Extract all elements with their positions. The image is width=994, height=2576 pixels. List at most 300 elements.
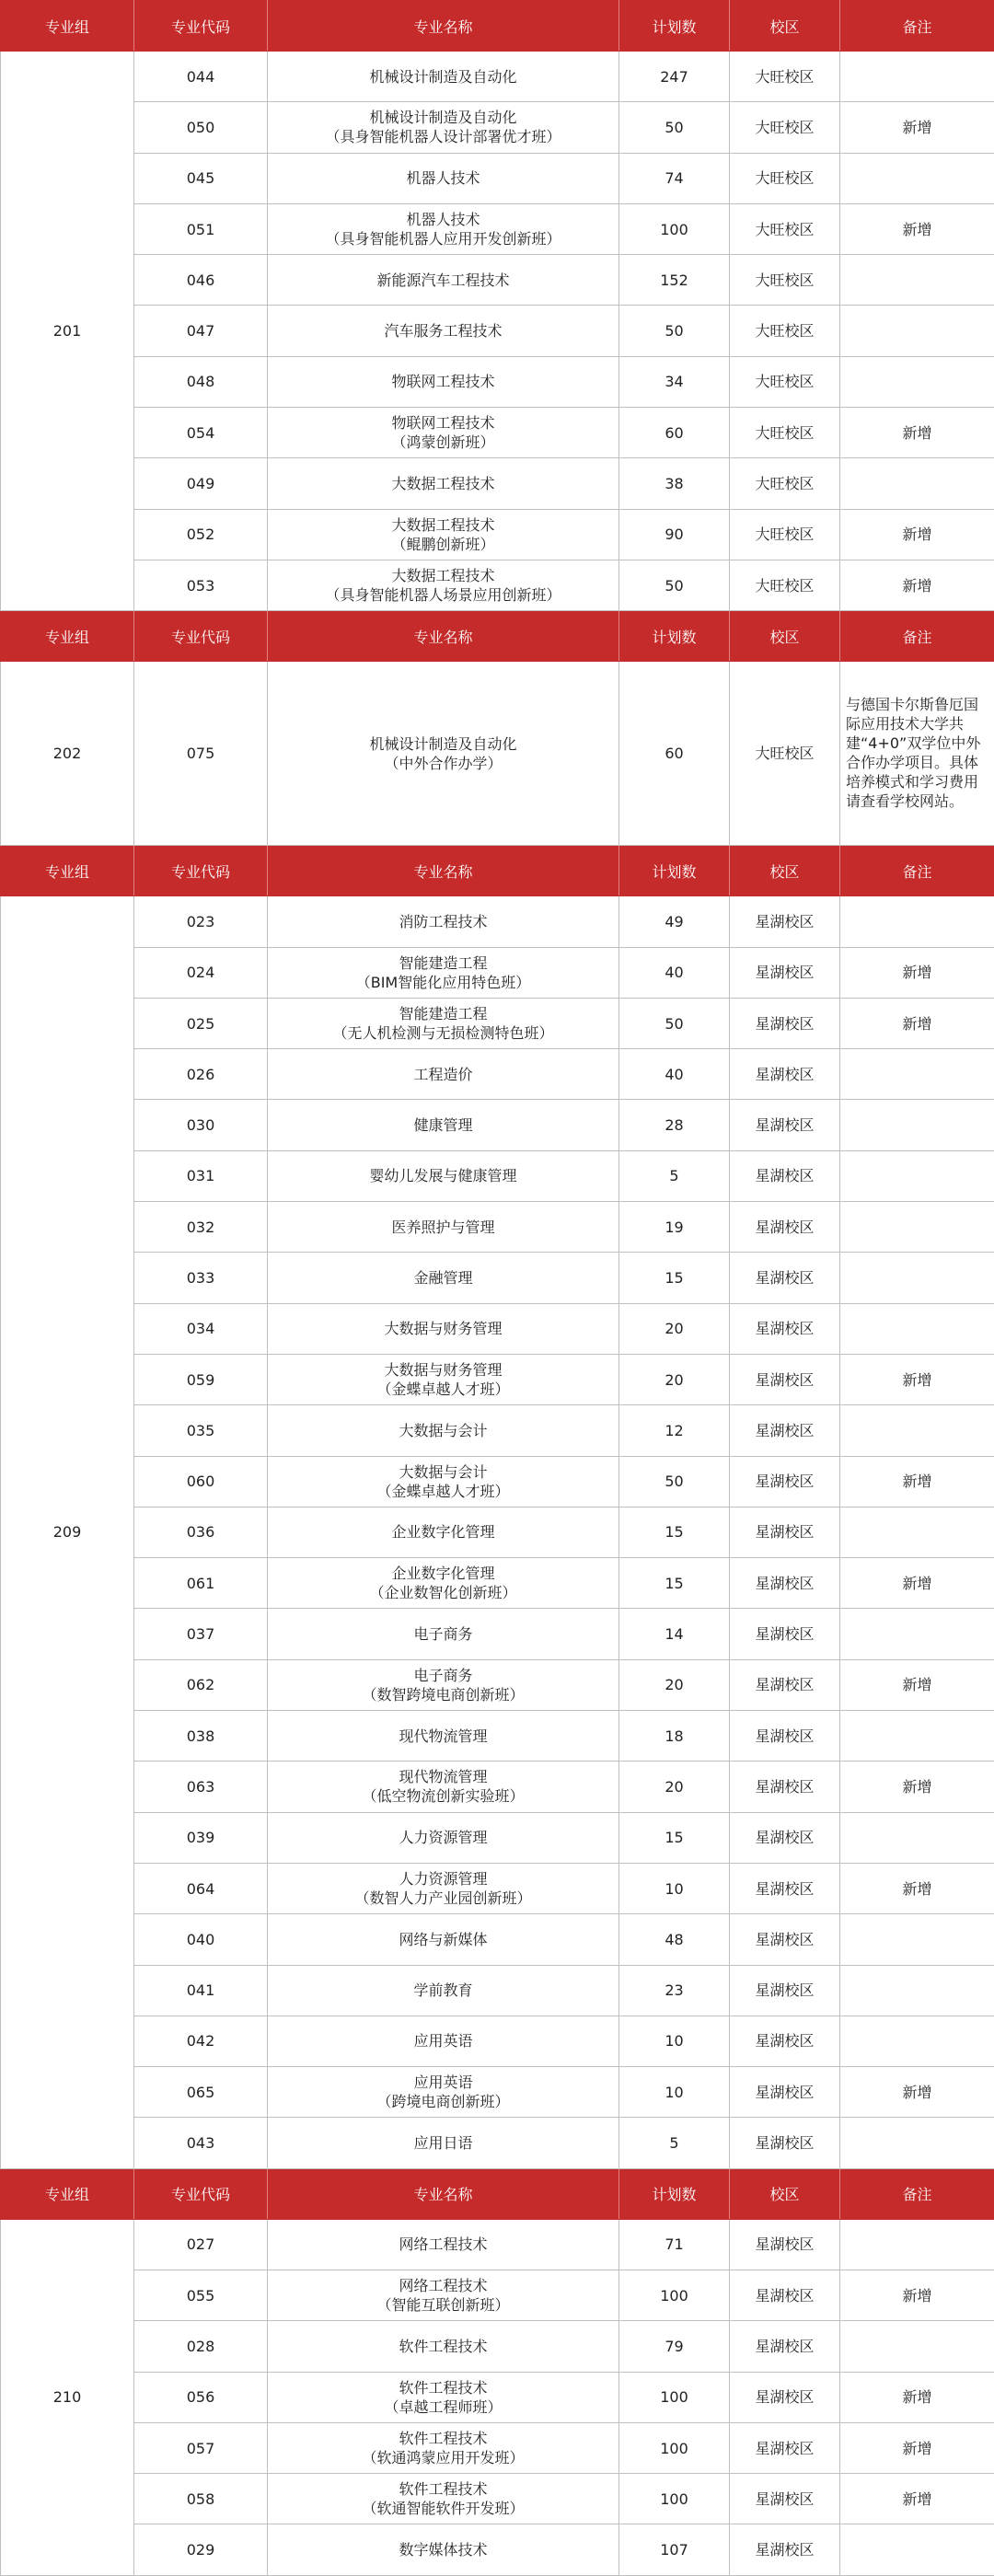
table-row	[1, 458, 994, 509]
group-cell: 210	[1, 2219, 134, 2575]
code-cell: 037	[134, 1609, 268, 1659]
plan-cell: 15	[619, 1253, 730, 1303]
name-header: 专业名称	[268, 1, 619, 52]
code-header: 专业代码	[134, 1, 268, 52]
major-name: 智能建造工程	[272, 953, 615, 973]
plan-cell: 100	[619, 2270, 730, 2320]
plan-cell: 5	[619, 1150, 730, 1201]
name-cell	[268, 1202, 619, 1253]
major-name: 医养照护与管理	[272, 1218, 615, 1237]
note-cell: 新增	[840, 998, 994, 1048]
plan-cell: 60	[619, 662, 730, 846]
note-cell-empty	[840, 2118, 994, 2168]
code-cell: 040	[134, 1914, 268, 1965]
table-row	[1, 1456, 994, 1507]
campus-cell: 大旺校区	[730, 509, 840, 560]
table-row	[1, 2474, 994, 2524]
plan-cell: 20	[619, 1762, 730, 1812]
note-cell: 新增	[840, 1354, 994, 1404]
code-cell: 049	[134, 458, 268, 509]
major-class-name: （卓越工程师班）	[272, 2397, 615, 2417]
note-cell-empty	[840, 1303, 994, 1354]
name-cell	[268, 2270, 619, 2320]
plan-cell: 50	[619, 998, 730, 1048]
section-header-row	[1, 2168, 994, 2219]
plan-cell: 15	[619, 1558, 730, 1609]
campus-cell: 星湖校区	[730, 2016, 840, 2066]
campus-cell: 星湖校区	[730, 1863, 840, 1913]
campus-cell: 星湖校区	[730, 2270, 840, 2320]
plan-cell: 10	[619, 2016, 730, 2066]
table-row	[1, 1049, 994, 1100]
campus-cell: 大旺校区	[730, 356, 840, 407]
table-row	[1, 1100, 994, 1150]
major-name: 消防工程技术	[272, 912, 615, 931]
note-cell-empty	[840, 2219, 994, 2270]
major-name: 软件工程技术	[272, 2479, 615, 2499]
code-cell: 043	[134, 2118, 268, 2168]
note-cell-empty	[840, 306, 994, 356]
code-cell: 045	[134, 153, 268, 203]
note-cell-empty	[840, 1100, 994, 1150]
table-row	[1, 1609, 994, 1659]
major-class-name: （软通智能软件开发班）	[272, 2499, 615, 2518]
campus-cell: 星湖校区	[730, 1965, 840, 2016]
plan-cell: 10	[619, 1863, 730, 1913]
note-cell-empty	[840, 2524, 994, 2575]
name-cell	[268, 1558, 619, 1609]
major-name: 软件工程技术	[272, 2337, 615, 2356]
table-row	[1, 1405, 994, 1456]
plan-header: 计划数	[619, 611, 730, 662]
major-class-name: （具身智能机器人应用开发创新班）	[272, 229, 615, 248]
note-cell: 新增	[840, 509, 994, 560]
table-row	[1, 560, 994, 610]
code-cell: 051	[134, 203, 268, 254]
plan-cell: 10	[619, 2067, 730, 2118]
major-name: 人力资源管理	[272, 1828, 615, 1847]
major-name: 人力资源管理	[272, 1869, 615, 1889]
table-row	[1, 509, 994, 560]
name-header: 专业名称	[268, 846, 619, 896]
major-name: 电子商务	[272, 1666, 615, 1685]
table-row	[1, 1965, 994, 2016]
name-cell	[268, 662, 619, 846]
major-name: 大数据工程技术	[272, 515, 615, 535]
plan-cell: 50	[619, 1456, 730, 1507]
note-cell-empty	[840, 52, 994, 102]
plan-cell: 100	[619, 203, 730, 254]
table-row	[1, 1659, 994, 1710]
section-header-row	[1, 1, 994, 52]
code-cell: 030	[134, 1100, 268, 1150]
code-cell: 031	[134, 1150, 268, 1201]
group-cell: 201	[1, 52, 134, 611]
table-row	[1, 203, 994, 254]
major-class-name: （金蝶卓越人才班）	[272, 1380, 615, 1399]
campus-cell: 大旺校区	[730, 255, 840, 306]
plan-cell: 19	[619, 1202, 730, 1253]
major-class-name: （智能互联创新班）	[272, 2295, 615, 2315]
code-cell: 026	[134, 1049, 268, 1100]
plan-cell: 107	[619, 2524, 730, 2575]
name-cell	[268, 203, 619, 254]
plan-cell: 28	[619, 1100, 730, 1150]
major-name: 企业数字化管理	[272, 1522, 615, 1542]
note-cell-empty	[840, 1202, 994, 1253]
note-cell-empty	[840, 1812, 994, 1863]
name-cell	[268, 408, 619, 458]
plan-cell: 12	[619, 1405, 730, 1456]
table-row	[1, 1914, 994, 1965]
plan-cell: 100	[619, 2422, 730, 2473]
major-name: 机械设计制造及自动化	[272, 67, 615, 87]
campus-cell: 星湖校区	[730, 1405, 840, 1456]
major-name: 电子商务	[272, 1624, 615, 1644]
campus-cell: 星湖校区	[730, 998, 840, 1048]
note-cell-empty	[840, 1711, 994, 1762]
code-cell: 024	[134, 947, 268, 998]
name-cell	[268, 52, 619, 102]
name-cell	[268, 1609, 619, 1659]
campus-cell: 星湖校区	[730, 1812, 840, 1863]
campus-cell: 星湖校区	[730, 1659, 840, 1710]
major-name: 机械设计制造及自动化	[272, 734, 615, 754]
name-cell	[268, 947, 619, 998]
major-class-name: （低空物流创新实验班）	[272, 1786, 615, 1806]
table-row	[1, 1863, 994, 1913]
table-row	[1, 1812, 994, 1863]
code-cell: 075	[134, 662, 268, 846]
note-header: 备注	[840, 611, 994, 662]
plan-cell: 15	[619, 1812, 730, 1863]
campus-cell: 星湖校区	[730, 1049, 840, 1100]
plan-cell: 79	[619, 2321, 730, 2372]
group-header: 专业组	[1, 611, 134, 662]
campus-header: 校区	[730, 611, 840, 662]
note-cell-empty	[840, 458, 994, 509]
major-name: 机器人技术	[272, 168, 615, 188]
table-row	[1, 1507, 994, 1557]
major-name: 企业数字化管理	[272, 1564, 615, 1583]
note-cell-empty	[840, 153, 994, 203]
campus-cell: 星湖校区	[730, 1558, 840, 1609]
plan-cell: 20	[619, 1303, 730, 1354]
table-row	[1, 2524, 994, 2575]
plan-cell: 100	[619, 2474, 730, 2524]
major-class-name: （无人机检测与无损检测特色班）	[272, 1023, 615, 1043]
name-cell	[268, 1812, 619, 1863]
plan-cell: 34	[619, 356, 730, 407]
code-cell: 032	[134, 1202, 268, 1253]
group-header: 专业组	[1, 2168, 134, 2219]
name-cell	[268, 356, 619, 407]
plan-cell: 38	[619, 458, 730, 509]
note-cell: 新增	[840, 1558, 994, 1609]
name-cell	[268, 1150, 619, 1201]
name-cell	[268, 1965, 619, 2016]
name-cell	[268, 1863, 619, 1913]
table-row	[1, 947, 994, 998]
plan-cell: 90	[619, 509, 730, 560]
note-header: 备注	[840, 846, 994, 896]
table-row	[1, 356, 994, 407]
table-row	[1, 1150, 994, 1201]
campus-cell: 大旺校区	[730, 203, 840, 254]
campus-cell: 星湖校区	[730, 1456, 840, 1507]
code-cell: 061	[134, 1558, 268, 1609]
plan-header: 计划数	[619, 1, 730, 52]
table-row	[1, 52, 994, 102]
campus-cell: 星湖校区	[730, 2118, 840, 2168]
campus-cell: 大旺校区	[730, 102, 840, 153]
plan-cell: 50	[619, 560, 730, 610]
major-name: 网络与新媒体	[272, 1930, 615, 1949]
major-name: 金融管理	[272, 1268, 615, 1288]
major-class-name: （具身智能机器人场景应用创新班）	[272, 585, 615, 605]
campus-header: 校区	[730, 2168, 840, 2219]
note-header: 备注	[840, 2168, 994, 2219]
campus-cell: 大旺校区	[730, 52, 840, 102]
name-cell	[268, 1507, 619, 1557]
name-cell	[268, 998, 619, 1048]
code-cell: 047	[134, 306, 268, 356]
note-cell-empty	[840, 1405, 994, 1456]
name-cell	[268, 2067, 619, 2118]
group-header: 专业组	[1, 846, 134, 896]
note-cell-empty	[840, 2016, 994, 2066]
campus-cell: 大旺校区	[730, 306, 840, 356]
name-cell	[268, 1711, 619, 1762]
group-header: 专业组	[1, 1, 134, 52]
code-cell: 041	[134, 1965, 268, 2016]
plan-cell: 15	[619, 1507, 730, 1557]
code-header: 专业代码	[134, 611, 268, 662]
table-row	[1, 408, 994, 458]
table-row	[1, 1253, 994, 1303]
plan-cell: 40	[619, 1049, 730, 1100]
major-name: 机械设计制造及自动化	[272, 108, 615, 127]
major-name: 软件工程技术	[272, 2429, 615, 2448]
name-cell	[268, 1049, 619, 1100]
major-name: 新能源汽车工程技术	[272, 271, 615, 290]
note-cell: 新增	[840, 203, 994, 254]
table-row	[1, 1354, 994, 1404]
table-row	[1, 662, 994, 846]
table-row	[1, 2422, 994, 2473]
plan-cell: 60	[619, 408, 730, 458]
major-name: 网络工程技术	[272, 2235, 615, 2254]
table-row	[1, 153, 994, 203]
plan-cell: 49	[619, 896, 730, 947]
campus-cell: 星湖校区	[730, 1100, 840, 1150]
campus-cell: 星湖校区	[730, 2067, 840, 2118]
major-name: 健康管理	[272, 1115, 615, 1135]
table-row	[1, 1711, 994, 1762]
note-cell: 新增	[840, 1659, 994, 1710]
note-cell: 新增	[840, 947, 994, 998]
major-name: 大数据与财务管理	[272, 1319, 615, 1338]
name-header: 专业名称	[268, 611, 619, 662]
major-class-name: （金蝶卓越人才班）	[272, 1482, 615, 1501]
major-name: 数字媒体技术	[272, 2540, 615, 2559]
code-cell: 053	[134, 560, 268, 610]
table-row	[1, 2219, 994, 2270]
note-cell-empty	[840, 1150, 994, 1201]
code-cell: 035	[134, 1405, 268, 1456]
note-cell-empty	[840, 1609, 994, 1659]
campus-cell: 星湖校区	[730, 1354, 840, 1404]
note-cell-empty	[840, 255, 994, 306]
code-cell: 023	[134, 896, 268, 947]
note-cell-empty	[840, 896, 994, 947]
plan-cell: 23	[619, 1965, 730, 2016]
name-cell	[268, 1762, 619, 1812]
note-cell-empty	[840, 1049, 994, 1100]
major-name: 物联网工程技术	[272, 372, 615, 391]
campus-cell: 星湖校区	[730, 1762, 840, 1812]
name-cell	[268, 255, 619, 306]
plan-cell: 71	[619, 2219, 730, 2270]
plan-cell: 20	[619, 1659, 730, 1710]
name-cell	[268, 102, 619, 153]
note-cell: 与德国卡尔斯鲁厄国际应用技术大学共建“4+0”双学位中外合作办学项目。具体培养模式和学习费用请查看学校网站。	[840, 662, 994, 846]
code-cell: 057	[134, 2422, 268, 2473]
code-cell: 029	[134, 2524, 268, 2575]
section-header-row	[1, 846, 994, 896]
name-cell	[268, 306, 619, 356]
table-row	[1, 2270, 994, 2320]
code-cell: 028	[134, 2321, 268, 2372]
major-class-name: （BIM智能化应用特色班）	[272, 973, 615, 992]
table-row	[1, 1303, 994, 1354]
major-class-name: （具身智能机器人设计部署优才班）	[272, 127, 615, 146]
note-cell: 新增	[840, 560, 994, 610]
code-header: 专业代码	[134, 846, 268, 896]
code-cell: 059	[134, 1354, 268, 1404]
name-cell	[268, 2524, 619, 2575]
name-cell	[268, 560, 619, 610]
name-cell	[268, 2474, 619, 2524]
plan-cell: 152	[619, 255, 730, 306]
note-cell: 新增	[840, 2067, 994, 2118]
major-name: 学前教育	[272, 1981, 615, 2000]
plan-cell: 14	[619, 1609, 730, 1659]
name-cell	[268, 2118, 619, 2168]
major-name: 智能建造工程	[272, 1004, 615, 1023]
major-name: 应用日语	[272, 2133, 615, 2153]
code-cell: 058	[134, 2474, 268, 2524]
table-row	[1, 896, 994, 947]
campus-cell: 星湖校区	[730, 1202, 840, 1253]
campus-cell: 大旺校区	[730, 153, 840, 203]
name-header: 专业名称	[268, 2168, 619, 2219]
major-class-name: （企业数智化创新班）	[272, 1583, 615, 1602]
name-cell	[268, 1303, 619, 1354]
campus-cell: 星湖校区	[730, 1914, 840, 1965]
major-name: 物联网工程技术	[272, 413, 615, 433]
name-cell	[268, 2016, 619, 2066]
name-cell	[268, 2372, 619, 2422]
note-cell-empty	[840, 356, 994, 407]
section-header-row	[1, 611, 994, 662]
table-row	[1, 2372, 994, 2422]
code-header: 专业代码	[134, 2168, 268, 2219]
code-cell: 033	[134, 1253, 268, 1303]
name-cell	[268, 1659, 619, 1710]
major-class-name: （数智人力产业园创新班）	[272, 1889, 615, 1908]
note-cell: 新增	[840, 1762, 994, 1812]
major-name: 大数据工程技术	[272, 474, 615, 493]
note-cell: 新增	[840, 2270, 994, 2320]
name-cell	[268, 153, 619, 203]
note-cell: 新增	[840, 1456, 994, 1507]
note-cell: 新增	[840, 2474, 994, 2524]
code-cell: 042	[134, 2016, 268, 2066]
table-row	[1, 255, 994, 306]
code-cell: 034	[134, 1303, 268, 1354]
campus-cell: 星湖校区	[730, 2219, 840, 2270]
code-cell: 062	[134, 1659, 268, 1710]
major-class-name: （跨境电商创新班）	[272, 2092, 615, 2111]
code-cell: 044	[134, 52, 268, 102]
note-cell-empty	[840, 1914, 994, 1965]
campus-cell: 星湖校区	[730, 896, 840, 947]
code-cell: 052	[134, 509, 268, 560]
table-row	[1, 1762, 994, 1812]
name-cell	[268, 1914, 619, 1965]
code-cell: 056	[134, 2372, 268, 2422]
major-class-name: （数智跨境电商创新班）	[272, 1685, 615, 1704]
note-cell-empty	[840, 1253, 994, 1303]
name-cell	[268, 2219, 619, 2270]
major-class-name: （软通鸿蒙应用开发班）	[272, 2448, 615, 2467]
table-row	[1, 2016, 994, 2066]
major-name: 软件工程技术	[272, 2378, 615, 2397]
major-class-name: （鸿蒙创新班）	[272, 433, 615, 452]
campus-cell: 星湖校区	[730, 1507, 840, 1557]
plan-cell: 20	[619, 1354, 730, 1404]
name-cell	[268, 1456, 619, 1507]
major-name: 现代物流管理	[272, 1727, 615, 1746]
code-cell: 039	[134, 1812, 268, 1863]
code-cell: 048	[134, 356, 268, 407]
name-cell	[268, 1354, 619, 1404]
table-row	[1, 102, 994, 153]
table-row	[1, 306, 994, 356]
major-name: 汽车服务工程技术	[272, 321, 615, 341]
table-row	[1, 998, 994, 1048]
major-name: 现代物流管理	[272, 1767, 615, 1786]
campus-cell: 星湖校区	[730, 1303, 840, 1354]
campus-cell: 星湖校区	[730, 1609, 840, 1659]
major-name: 应用英语	[272, 2073, 615, 2092]
campus-cell: 大旺校区	[730, 408, 840, 458]
name-cell	[268, 2321, 619, 2372]
campus-cell: 星湖校区	[730, 1711, 840, 1762]
note-cell: 新增	[840, 408, 994, 458]
note-cell-empty	[840, 2321, 994, 2372]
note-cell-empty	[840, 1507, 994, 1557]
plan-cell: 100	[619, 2372, 730, 2422]
name-cell	[268, 509, 619, 560]
plan-cell: 74	[619, 153, 730, 203]
campus-cell: 大旺校区	[730, 560, 840, 610]
code-cell: 063	[134, 1762, 268, 1812]
campus-cell: 星湖校区	[730, 2372, 840, 2422]
note-cell: 新增	[840, 2422, 994, 2473]
campus-cell: 大旺校区	[730, 662, 840, 846]
